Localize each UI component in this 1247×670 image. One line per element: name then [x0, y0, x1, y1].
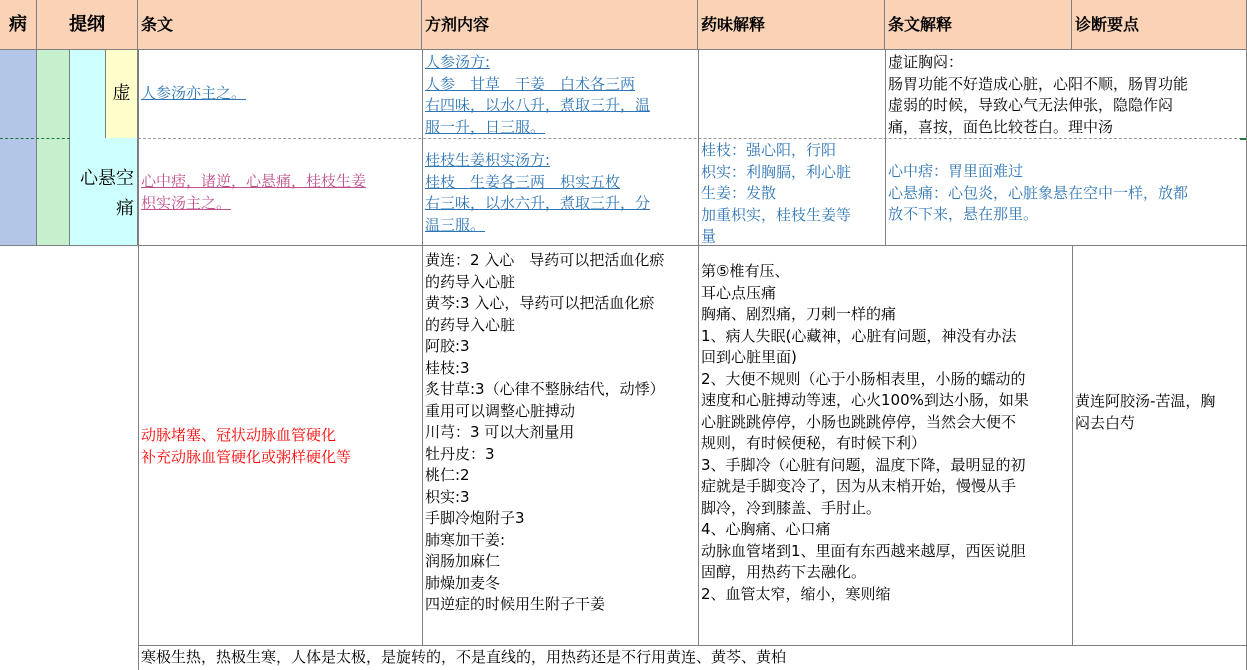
row2-tiaowen[interactable] — [138, 138, 422, 245]
row3-fangji-line: 炙甘草:3（心律不整脉结代，动悸） — [425, 380, 665, 398]
row1-fangji-line: 人参汤方: — [425, 53, 491, 71]
row3-yaowei-line: 2、血管太窄，缩小，寒则缩 — [701, 584, 891, 603]
row1-fangji-line: 服一升，日三服。 — [425, 117, 546, 136]
row1-tiaowen[interactable]: 人参汤亦主之。 — [141, 84, 247, 103]
row3-fangji-line: 桃仁:2 — [425, 466, 470, 484]
row2-label[interactable] — [70, 138, 138, 245]
row3-yaowei-line: 回到心脏里面) — [701, 348, 797, 366]
row3-fangji-line: 肺寒加干姜: — [425, 530, 506, 549]
row2-yaowei-line: 量 — [701, 227, 717, 245]
header-bing[interactable]: 病 — [0, 0, 37, 50]
row3-fangji-line: 润肠加麻仁 — [425, 552, 501, 570]
grid-line — [0, 138, 70, 139]
row1-label[interactable]: 虚 — [106, 50, 138, 138]
row3-tiaowen-line: 动脉堵塞、冠状动脉血管硬化 — [141, 426, 337, 444]
row3-tiaowen[interactable] — [138, 245, 422, 645]
row3-fangji-line: 黄连：2 入心 导药可以把活血化瘀 — [425, 251, 665, 269]
row2-fangji-line: 桂枝 生姜各三两 枳实五枚 — [425, 172, 621, 191]
row3-yaowei-line: 第⑤椎有压、 — [701, 262, 790, 280]
row1-fangji[interactable] — [422, 50, 698, 138]
row3-zhenduan-line: 黄连阿胶汤-苦温，胸 — [1075, 392, 1216, 410]
row2-label-line1: 心悬空 — [80, 168, 134, 189]
grid-line — [138, 50, 139, 670]
row3-fangji-line: 四逆症的时候用生附子干姜 — [425, 595, 606, 613]
row3-yaowei-line: 胸痛、剧烈痛，刀刺一样的痛 — [701, 305, 897, 323]
row3-yaowei-line: 症就是手脚变冷了，因为从末梢开始，慢慢从手 — [701, 477, 1017, 495]
row3-yaowei-line: 动脉血管堵到1、里面有东西越来越厚，西医说胆 — [701, 541, 1026, 560]
row3-yaowei[interactable] — [698, 245, 1072, 645]
row2-fangji[interactable] — [422, 138, 698, 245]
row2-jieshi-line: 放不下来，悬在那里。 — [888, 205, 1039, 223]
row3-fangji-line: 黄芩:3 入心，导药可以把活血化瘀 — [425, 294, 655, 312]
row3-yaowei-line: 4、心胸痛、心口痛 — [701, 520, 831, 538]
row3-fangji-line: 牡丹皮：3 — [425, 444, 495, 463]
row3-fangji-line: 重用可以调整心脏搏动 — [425, 401, 576, 420]
row2-yaowei[interactable] — [698, 138, 885, 245]
row2-tiaowen-line: 心中痞，诸逆，心悬痛，桂枝生姜 — [141, 172, 367, 190]
grid-line — [1072, 245, 1073, 645]
row2-yaowei-line: 桂枝：强心阳，行阳 — [701, 141, 837, 159]
row3-yaowei-line: 3、手脚冷（心脏有问题，温度下降，最明显的初 — [701, 455, 1026, 474]
row3-zhenduan[interactable] — [1072, 245, 1247, 645]
row1-jieshi-line: 虚证胸闷： — [888, 53, 964, 71]
band-blue[interactable] — [0, 50, 37, 245]
header-tiaowen[interactable]: 条文 — [138, 0, 422, 50]
header-tigang[interactable]: 提纲 — [37, 0, 138, 50]
row2-label-line2: 痛 — [116, 198, 134, 219]
row2-fangji-line: 桂枝生姜枳实汤方: — [425, 151, 551, 169]
header-tiaowenjieshi[interactable]: 条文解释 — [885, 0, 1072, 50]
row2-fangji-line: 右三味，以水六升，煮取三升，分 — [425, 194, 651, 212]
row3-zhenduan-line: 闷去白芍 — [1075, 413, 1136, 432]
row3-fangji-line: 桂枝:3 — [425, 358, 470, 377]
row3-fangji-line: 手脚冷炮附子3 — [425, 509, 525, 527]
row1-fangji-line: 右四味，以水八升，煮取三升，温 — [425, 96, 651, 114]
row3-yaowei-line: 1、病人失眠(心藏神，心脏有问题，神没有办法 — [701, 326, 1017, 345]
row1-yaowei[interactable] — [698, 50, 885, 138]
row3-fangji-line: 川芎：3 可以大剂量用 — [425, 423, 575, 441]
row3-tiaowen-line: 补充动脉血管硬化或粥样硬化等 — [141, 447, 352, 466]
row2-yaowei-line: 生姜：发散 — [701, 184, 777, 202]
row3-fangji-line: 的药导入心脏 — [425, 272, 516, 291]
row3-label[interactable] — [0, 245, 138, 645]
row3-fangji[interactable] — [422, 245, 698, 645]
grid-line — [885, 50, 886, 245]
grid-line — [422, 50, 423, 645]
grid-line — [0, 245, 1247, 246]
row3-fangji-line: 阿胶:3 — [425, 337, 470, 355]
grid-line — [138, 138, 1247, 139]
row1-jieshi-line: 痛，喜按，面色比较苍白。理中汤 — [888, 117, 1114, 136]
row3-fangji-line: 枳实:3 — [425, 487, 470, 506]
row3-yaowei-line: 速度和心脏搏动等速，心火100%到达小肠，如果 — [701, 391, 1029, 409]
row3-yaowei-line: 心脏跳跳停停，小肠也跳跳停停，当然会大便不 — [701, 412, 1017, 431]
row1-jieshi-line: 虚弱的时候，导致心气无法伸张，隐隐作闷 — [888, 96, 1174, 114]
header-zhenduan[interactable]: 诊断要点 — [1072, 0, 1247, 50]
row3-fangji-line: 肺燥加麦冬 — [425, 573, 501, 592]
row3-yaowei-line: 脚冷，冷到膝盖、手肘止。 — [701, 498, 882, 517]
row3-fangji-line: 的药导入心脏 — [425, 315, 516, 334]
row1-jieshi-line: 肠胃功能不好造成心脏，心阳不顺，肠胃功能 — [888, 74, 1189, 93]
row2-yaowei-line: 枳实：利胸膈，利心脏 — [701, 162, 852, 181]
row2-fangji-line: 温三服。 — [425, 215, 486, 234]
band-cyan[interactable] — [70, 50, 106, 138]
row1-jieshi[interactable] — [885, 50, 1247, 138]
footer-note[interactable]: 寒极生热，热极生寒，人体是太极，是旋转的，不是直线的，用热药还是不行用黄连、黄芩、黄柏 — [141, 648, 787, 666]
row2-jieshi-line: 心悬痛：心包炎，心脏象悬在空中一样，放都 — [888, 183, 1189, 202]
row3-yaowei-line: 固醇，用热药下去融化。 — [701, 563, 867, 581]
row2-tiaowen-line: 枳实汤主之。 — [141, 193, 232, 212]
header-fangji[interactable]: 方剂内容 — [422, 0, 698, 50]
band-green[interactable] — [37, 50, 70, 245]
header-yaowei[interactable]: 药味解释 — [698, 0, 885, 50]
grid-line — [698, 50, 699, 645]
grid-line — [138, 645, 1247, 646]
row3-yaowei-line: 规则，有时候便秘，有时候下利） — [701, 434, 927, 452]
row1-fangji-line: 人参 甘草 干姜 白术各三两 — [425, 74, 636, 93]
row2-jieshi-line: 心中痞：胃里面难过 — [888, 162, 1024, 180]
row3-yaowei-line: 耳心点压痛 — [701, 283, 777, 302]
row3-yaowei-line: 2、大便不规则（心于小肠相表里，小肠的蠕动的 — [701, 369, 1026, 388]
row2-jieshi[interactable] — [885, 138, 1247, 245]
row2-yaowei-line: 加重枳实，桂枝生姜等 — [701, 205, 852, 224]
